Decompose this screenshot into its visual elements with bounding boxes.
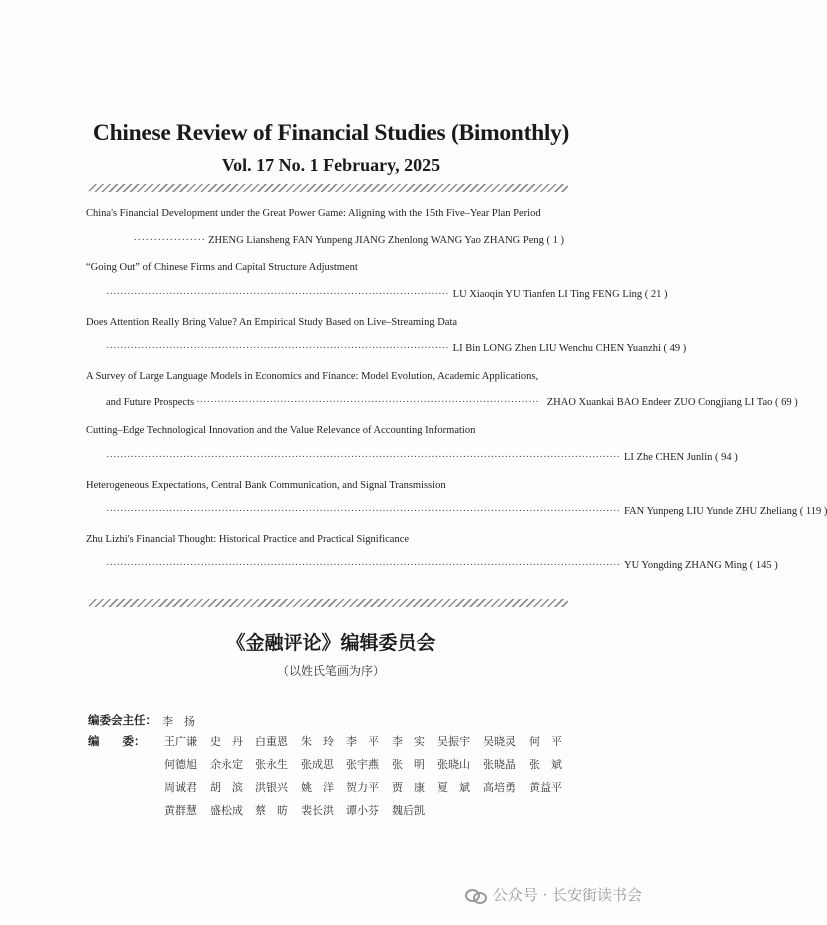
journal-title: Chinese Review of Financial Studies (Bimonthly)	[92, 120, 570, 146]
member-name: 胡 滨	[210, 781, 243, 794]
toc-title-continued: and Future Prospects	[106, 397, 195, 408]
ornament-divider-bottom	[88, 599, 568, 607]
toc-title: Cutting–Edge Technological Innovation and the Value Relevance of Accounting Information	[86, 425, 476, 436]
issue-line: Vol. 17 No. 1 February, 2025	[221, 155, 441, 175]
wechat-icon	[465, 887, 487, 903]
dot-leader: ···················································································································································	[106, 452, 620, 463]
toc-authors-text: YU Yongding ZHANG Ming ( 145 )	[624, 560, 778, 571]
member-name: 张 斌	[529, 758, 562, 771]
toc-authors-text: ZHENG Liansheng FAN Yunpeng JIANG Zhenlong WANG Yao ZHANG Peng ( 1 )	[208, 235, 564, 246]
member-name: 何 平	[529, 735, 562, 748]
watermark-text: 公众号 · 长安街读书会	[492, 886, 642, 904]
member-name: 余永定	[210, 758, 243, 771]
member-name: 李 平	[346, 735, 379, 748]
member-name: 张晓晶	[483, 758, 516, 771]
member-name: 洪银兴	[255, 781, 288, 794]
member-name: 周诚君	[164, 781, 197, 794]
toc-authors-text: LI Bin LONG Zhen LIU Wenchu CHEN Yuanzhi ( 49 )	[452, 343, 687, 354]
member-name: 盛松成	[210, 804, 243, 817]
dot-leader: ··································································································	[196, 397, 539, 408]
toc-authors	[106, 289, 668, 300]
board-title: 《金融评论》编辑委员会	[226, 632, 436, 654]
board-subtitle: （以姓氏笔画为序）	[276, 664, 385, 678]
member-name: 黄益平	[529, 781, 562, 794]
member-name: 吴晓灵	[483, 735, 516, 748]
dot-leader: ··································································································	[106, 289, 449, 300]
ornament-divider-top	[88, 184, 568, 192]
toc-authors-text: ZHAO Xuankai BAO Endeer ZUO Congjiang LI Tao ( 69 )	[546, 397, 798, 408]
members-label: 编 委：	[88, 734, 146, 748]
toc-authors-text: LI Zhe CHEN Junlin ( 94 )	[624, 452, 738, 463]
member-name: 张成思	[301, 758, 334, 771]
toc-authors-text: LU Xiaoqin YU Tianfen LI Ting FENG Ling ( 21 )	[452, 289, 668, 300]
member-name: 蔡 昉	[255, 804, 288, 817]
member-name: 朱 玲	[301, 735, 334, 748]
member-name: 裴长洪	[301, 804, 334, 817]
toc-authors-text: FAN Yunpeng LIU Yunde ZHU Zheliang ( 119 )	[624, 506, 827, 517]
member-name: 张永生	[255, 758, 288, 771]
dot-leader: ···················································································································································	[106, 506, 620, 517]
member-name: 张宇燕	[346, 758, 379, 771]
toc-authors	[106, 397, 798, 408]
member-name: 夏 斌	[437, 781, 470, 794]
member-name: 贺力平	[346, 781, 379, 794]
watermark	[465, 884, 642, 905]
toc-title: “Going Out” of Chinese Firms and Capital Structure Adjustment	[86, 262, 358, 273]
member-name: 王广谦	[164, 735, 197, 748]
toc-authors	[106, 452, 738, 463]
dot-leader: ··································································································	[106, 343, 449, 354]
member-name: 张 明	[392, 758, 425, 771]
toc-authors	[106, 506, 827, 517]
member-name: 姚 洋	[301, 781, 334, 794]
toc-title: Heterogeneous Expectations, Central Bank Communication, and Signal Transmission	[86, 480, 446, 491]
dot-leader: ···················································································································································	[106, 560, 620, 571]
member-name: 李 实	[392, 735, 425, 748]
dot-leader: ··················	[133, 235, 206, 246]
member-name: 吴振宇	[437, 735, 470, 748]
toc-title: A Survey of Large Language Models in Economics and Finance: Model Evolution, Academic Applications,	[86, 371, 539, 382]
member-name: 白重恩	[255, 735, 288, 748]
member-name: 高培勇	[483, 781, 516, 794]
member-name: 贾 康	[392, 781, 425, 794]
toc-authors	[106, 343, 687, 354]
member-name: 谭小芬	[346, 804, 379, 817]
director-name: 李 扬	[162, 715, 195, 728]
toc-title: China's Financial Development under the Great Power Game: Aligning with the 15th Five–Year Plan Period	[86, 208, 541, 219]
member-name: 何德旭	[164, 758, 197, 771]
director-label: 编委会主任：	[88, 713, 157, 727]
member-name: 魏后凯	[392, 804, 425, 817]
toc-title: Does Attention Really Bring Value? An Empirical Study Based on Live–Streaming Data	[86, 317, 458, 328]
toc-title: Zhu Lizhi's Financial Thought: Historical Practice and Practical Significance	[86, 534, 410, 545]
member-name: 史 丹	[210, 735, 243, 748]
member-name: 黄群慧	[164, 804, 197, 817]
member-name: 张晓山	[437, 758, 470, 771]
toc-authors	[134, 235, 564, 246]
toc-authors	[106, 560, 778, 571]
